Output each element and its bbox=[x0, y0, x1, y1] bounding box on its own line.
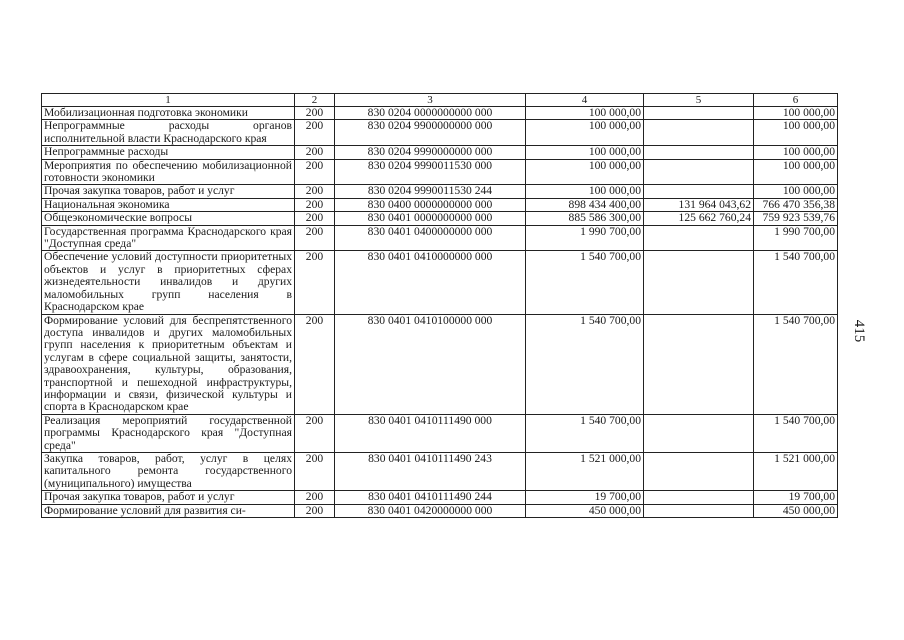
row-amount-6: 100 000,00 bbox=[754, 185, 838, 198]
row-amount-5 bbox=[644, 491, 754, 504]
row-amount-6: 1 990 700,00 bbox=[754, 225, 838, 251]
row-name: Национальная экономика bbox=[42, 198, 295, 211]
row-amount-5: 131 964 043,62 bbox=[644, 198, 754, 211]
row-amount-4: 100 000,00 bbox=[526, 107, 644, 120]
row-grbs: 200 bbox=[295, 491, 335, 504]
row-grbs: 200 bbox=[295, 504, 335, 517]
row-amount-6: 100 000,00 bbox=[754, 107, 838, 120]
row-code: 830 0401 0410000000 000 bbox=[335, 251, 526, 314]
table-row bbox=[42, 146, 838, 159]
row-name: Прочая закупка товаров, работ и услуг bbox=[42, 491, 295, 504]
row-amount-4: 1 521 000,00 bbox=[526, 452, 644, 490]
row-grbs: 200 bbox=[295, 452, 335, 490]
row-amount-4: 100 000,00 bbox=[526, 146, 644, 159]
row-amount-4: 898 434 400,00 bbox=[526, 198, 644, 211]
row-grbs: 200 bbox=[295, 159, 335, 185]
row-amount-5 bbox=[644, 120, 754, 146]
budget-table bbox=[41, 93, 838, 518]
row-amount-5 bbox=[644, 146, 754, 159]
row-amount-6: 100 000,00 bbox=[754, 120, 838, 146]
row-amount-4: 885 586 300,00 bbox=[526, 212, 644, 225]
row-amount-6: 1 521 000,00 bbox=[754, 452, 838, 490]
column-header: 4 bbox=[526, 94, 644, 107]
row-amount-5 bbox=[644, 225, 754, 251]
row-amount-4: 100 000,00 bbox=[526, 159, 644, 185]
row-name: Непрограммные расходы органов исполнительной власти Краснодарского края bbox=[42, 120, 295, 146]
row-amount-5 bbox=[644, 185, 754, 198]
row-amount-4: 100 000,00 bbox=[526, 185, 644, 198]
row-amount-6: 19 700,00 bbox=[754, 491, 838, 504]
row-code: 830 0401 0410111490 243 bbox=[335, 452, 526, 490]
row-code: 830 0401 0410100000 000 bbox=[335, 314, 526, 414]
row-grbs: 200 bbox=[295, 198, 335, 211]
row-name: Мероприятия по обеспечению мобилизационной готовности экономики bbox=[42, 159, 295, 185]
row-name: Формирование условий для развития си- bbox=[42, 504, 295, 517]
table-row bbox=[42, 225, 838, 251]
table-row bbox=[42, 314, 838, 414]
row-amount-6: 1 540 700,00 bbox=[754, 251, 838, 314]
row-name: Реализация мероприятий государственной программы Краснодарского края "Доступная среда" bbox=[42, 414, 295, 452]
row-code: 830 0401 0400000000 000 bbox=[335, 225, 526, 251]
table-header-row bbox=[42, 94, 838, 107]
row-code: 830 0204 9990011530 244 bbox=[335, 185, 526, 198]
row-code: 830 0400 0000000000 000 bbox=[335, 198, 526, 211]
row-grbs: 200 bbox=[295, 314, 335, 414]
row-amount-6: 1 540 700,00 bbox=[754, 314, 838, 414]
row-amount-4: 1 540 700,00 bbox=[526, 251, 644, 314]
table-row bbox=[42, 491, 838, 504]
table-row bbox=[42, 212, 838, 225]
row-amount-4: 100 000,00 bbox=[526, 120, 644, 146]
row-code: 830 0401 0410111490 244 bbox=[335, 491, 526, 504]
column-header: 6 bbox=[754, 94, 838, 107]
row-amount-5 bbox=[644, 314, 754, 414]
row-grbs: 200 bbox=[295, 251, 335, 314]
row-amount-6: 100 000,00 bbox=[754, 146, 838, 159]
row-amount-6: 766 470 356,38 bbox=[754, 198, 838, 211]
table-row bbox=[42, 414, 838, 452]
row-grbs: 200 bbox=[295, 185, 335, 198]
table-row bbox=[42, 251, 838, 314]
table-row bbox=[42, 198, 838, 211]
row-amount-5 bbox=[644, 504, 754, 517]
row-amount-6: 759 923 539,76 bbox=[754, 212, 838, 225]
row-amount-4: 450 000,00 bbox=[526, 504, 644, 517]
table-row bbox=[42, 452, 838, 490]
row-amount-6: 100 000,00 bbox=[754, 159, 838, 185]
row-amount-5 bbox=[644, 159, 754, 185]
row-name: Прочая закупка товаров, работ и услуг bbox=[42, 185, 295, 198]
row-code: 830 0204 0000000000 000 bbox=[335, 107, 526, 120]
row-grbs: 200 bbox=[295, 107, 335, 120]
row-code: 830 0401 0420000000 000 bbox=[335, 504, 526, 517]
row-grbs: 200 bbox=[295, 225, 335, 251]
row-grbs: 200 bbox=[295, 212, 335, 225]
column-header: 5 bbox=[644, 94, 754, 107]
row-amount-6: 450 000,00 bbox=[754, 504, 838, 517]
row-name: Общеэкономические вопросы bbox=[42, 212, 295, 225]
row-grbs: 200 bbox=[295, 146, 335, 159]
table-row bbox=[42, 185, 838, 198]
row-name: Обеспечение условий доступности приоритетных объектов и услуг в приоритетных сферах жизнедеятельности инвалидов и других маломобильных групп населения в Краснодарском крае bbox=[42, 251, 295, 314]
row-code: 830 0204 9990011530 000 bbox=[335, 159, 526, 185]
row-name: Формирование условий для беспрепятственного доступа инвалидов и других маломобильных групп населения к приоритетным объектам и услугам в сфере социальной защиты, занятости, здравоохранения, культуры, образования, транспортной и пешеходной инфраструктуры, информации и связи, физической культуры и спорта в Краснодарском крае bbox=[42, 314, 295, 414]
column-header: 2 bbox=[295, 94, 335, 107]
row-amount-4: 1 540 700,00 bbox=[526, 414, 644, 452]
row-code: 830 0401 0410111490 000 bbox=[335, 414, 526, 452]
row-amount-5 bbox=[644, 452, 754, 490]
row-amount-4: 1 990 700,00 bbox=[526, 225, 644, 251]
column-header: 3 bbox=[335, 94, 526, 107]
row-grbs: 200 bbox=[295, 414, 335, 452]
row-grbs: 200 bbox=[295, 120, 335, 146]
row-name: Государственная программа Краснодарского края "Доступная среда" bbox=[42, 225, 295, 251]
row-amount-5: 125 662 760,24 bbox=[644, 212, 754, 225]
table-row bbox=[42, 120, 838, 146]
column-header: 1 bbox=[42, 94, 295, 107]
row-name: Непрограммные расходы bbox=[42, 146, 295, 159]
table-row bbox=[42, 159, 838, 185]
table-row bbox=[42, 504, 838, 517]
row-amount-6: 1 540 700,00 bbox=[754, 414, 838, 452]
row-code: 830 0204 9900000000 000 bbox=[335, 120, 526, 146]
row-code: 830 0204 9990000000 000 bbox=[335, 146, 526, 159]
row-code: 830 0401 0000000000 000 bbox=[335, 212, 526, 225]
row-amount-5 bbox=[644, 251, 754, 314]
page-number: 415 bbox=[851, 319, 867, 343]
table-row bbox=[42, 107, 838, 120]
row-name: Мобилизационная подготовка экономики bbox=[42, 107, 295, 120]
row-amount-5 bbox=[644, 107, 754, 120]
row-amount-5 bbox=[644, 414, 754, 452]
row-amount-4: 19 700,00 bbox=[526, 491, 644, 504]
row-amount-4: 1 540 700,00 bbox=[526, 314, 644, 414]
row-name: Закупка товаров, работ, услуг в целях капитального ремонта государственного (муниципального) имущества bbox=[42, 452, 295, 490]
